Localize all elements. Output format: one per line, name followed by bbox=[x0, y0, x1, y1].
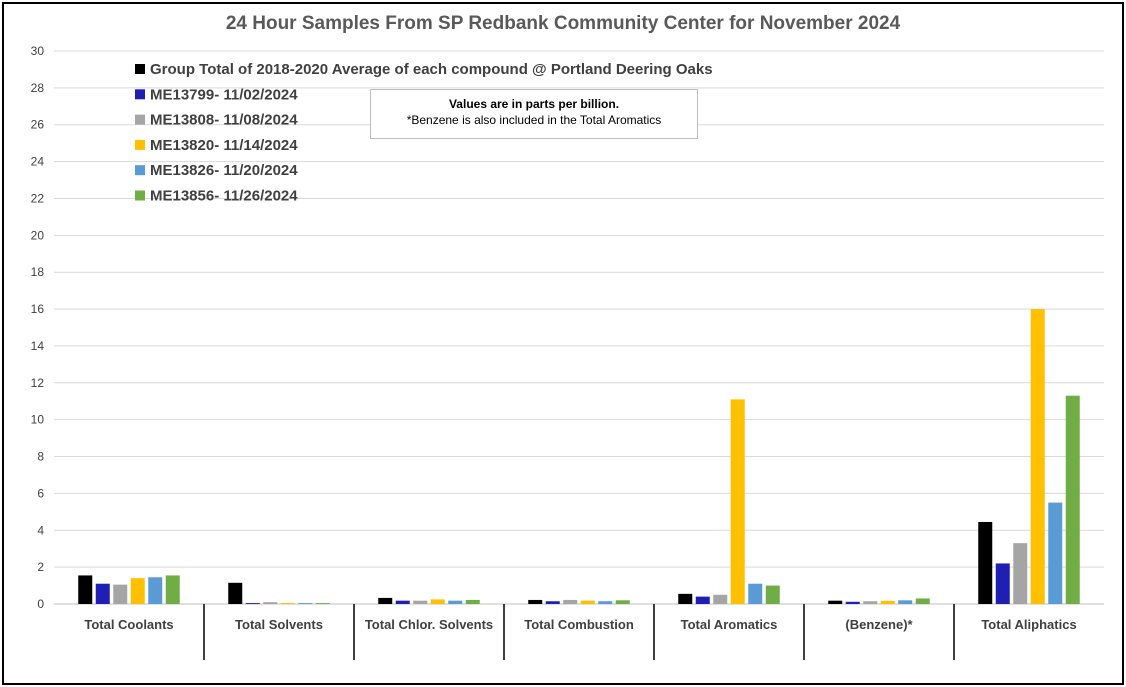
legend-swatch bbox=[135, 64, 145, 74]
bar bbox=[1048, 503, 1062, 604]
legend-swatch bbox=[135, 165, 145, 175]
bar bbox=[863, 601, 877, 604]
bar bbox=[996, 563, 1010, 604]
y-tick-label: 30 bbox=[30, 44, 44, 58]
category-label: Total Aromatics bbox=[680, 617, 778, 632]
bar bbox=[1031, 309, 1045, 604]
bar bbox=[766, 586, 780, 604]
bar bbox=[978, 522, 992, 604]
y-tick-label: 26 bbox=[30, 117, 44, 132]
bar bbox=[281, 603, 295, 604]
units-note-box bbox=[370, 89, 698, 139]
bar bbox=[113, 585, 127, 604]
bar bbox=[696, 597, 710, 604]
x-axis-categories bbox=[84, 604, 1076, 660]
y-tick-label: 16 bbox=[30, 302, 44, 317]
bar bbox=[1066, 396, 1080, 604]
legend-swatch bbox=[135, 140, 145, 150]
category-label: (Benzene)* bbox=[845, 617, 913, 632]
bar bbox=[378, 598, 392, 604]
bar bbox=[678, 594, 692, 604]
legend-label: ME13856- 11/26/2024 bbox=[150, 187, 298, 205]
category-label: Total Coolants bbox=[84, 617, 174, 632]
units-note: Values are in parts per billion. bbox=[448, 97, 620, 111]
bar bbox=[731, 399, 745, 604]
bar bbox=[78, 575, 92, 604]
y-tick-label: 10 bbox=[30, 412, 44, 427]
bar bbox=[598, 601, 612, 604]
legend-swatch bbox=[135, 191, 145, 201]
y-tick-label: 28 bbox=[30, 80, 44, 95]
y-tick-label: 20 bbox=[30, 228, 44, 243]
chart-frame bbox=[2, 2, 1124, 685]
bar bbox=[263, 602, 277, 604]
bar bbox=[466, 600, 480, 604]
bar bbox=[228, 583, 242, 604]
legend-label: ME13799- 11/02/2024 bbox=[150, 86, 298, 104]
bar bbox=[316, 603, 330, 604]
bar bbox=[413, 601, 427, 604]
bar bbox=[148, 577, 162, 604]
category-label: Total Aliphatics bbox=[981, 617, 1077, 632]
bar bbox=[898, 600, 912, 604]
y-tick-label: 8 bbox=[37, 449, 44, 464]
legend-label: ME13820- 11/14/2024 bbox=[150, 136, 298, 154]
y-tick-label: 14 bbox=[30, 338, 44, 353]
y-tick-label: 22 bbox=[30, 191, 44, 206]
bar bbox=[166, 575, 180, 604]
y-tick-label: 24 bbox=[30, 154, 44, 169]
bar bbox=[916, 598, 930, 604]
category-label: Total Chlor. Solvents bbox=[364, 617, 494, 632]
y-tick-label: 12 bbox=[30, 375, 44, 390]
chart-title: 24 Hour Samples From SP Redbank Community Center for November 2024 bbox=[225, 13, 901, 34]
category-label: Total Combustion bbox=[524, 617, 634, 632]
y-tick-label: 4 bbox=[37, 523, 44, 538]
benzene-note: *Benzene is also included in the Total Aromatics bbox=[406, 113, 662, 127]
bar bbox=[828, 601, 842, 604]
y-tick-label: 2 bbox=[37, 560, 44, 575]
bar bbox=[616, 600, 630, 604]
bar bbox=[546, 601, 560, 604]
y-tick-label: 6 bbox=[37, 486, 44, 501]
legend-swatch bbox=[135, 115, 145, 125]
bar bbox=[448, 601, 462, 604]
y-axis-ticks bbox=[31, 44, 45, 611]
y-tick-label: 18 bbox=[30, 265, 44, 280]
bar bbox=[246, 603, 260, 604]
bar bbox=[713, 595, 727, 604]
bar bbox=[396, 601, 410, 604]
bar bbox=[1013, 543, 1027, 604]
legend-label: ME13826- 11/20/2024 bbox=[150, 162, 298, 180]
bar bbox=[748, 584, 762, 604]
bar bbox=[881, 601, 895, 604]
legend-swatch bbox=[135, 89, 145, 99]
bar bbox=[528, 600, 542, 604]
bar bbox=[846, 602, 860, 604]
y-tick-label: 0 bbox=[37, 597, 44, 611]
legend-label: ME13808- 11/08/2024 bbox=[150, 111, 298, 129]
bar bbox=[581, 601, 595, 604]
bar bbox=[96, 584, 110, 604]
bar bbox=[131, 578, 145, 604]
bar bbox=[431, 599, 445, 604]
category-label: Total Solvents bbox=[235, 617, 323, 632]
bar bbox=[563, 600, 577, 604]
legend-label: Group Total of 2018-2020 Average of each compound @ Portland Deering Oaks bbox=[150, 61, 713, 78]
bar bbox=[298, 603, 312, 604]
